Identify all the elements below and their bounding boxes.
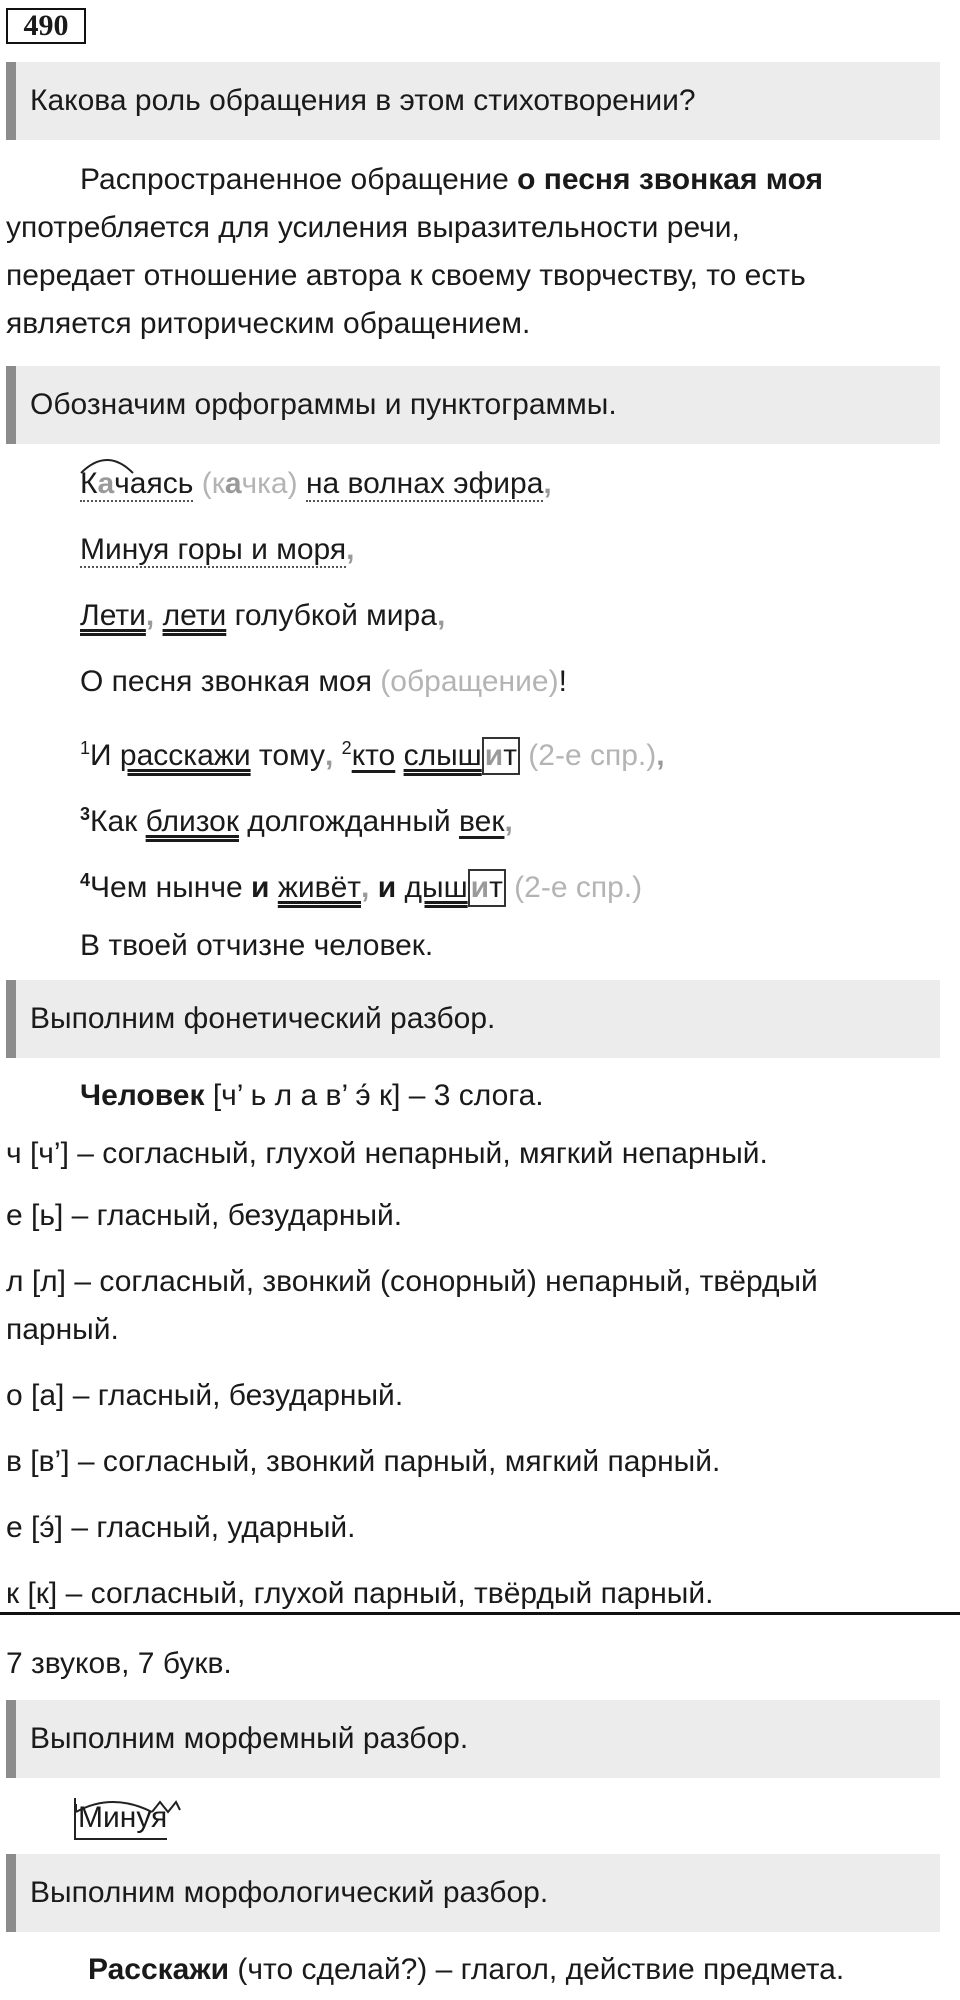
- phonetic-row-2: е [ь] – гласный, безударный.: [6, 1199, 403, 1232]
- divider: [0, 1612, 960, 1615]
- phonetic-row-4: о [а] – гласный, безударный.: [6, 1379, 404, 1412]
- poem-line-8: В твоей отчизне человек.: [80, 929, 434, 962]
- phonetic-row-5: в [в’] – согласный, звонкий парный, мягкий парный.: [6, 1445, 721, 1478]
- phonetic-row-7: к [к] – согласный, глухой парный, твёрдый парный.: [6, 1577, 714, 1610]
- section-heading-phonetic: Выполним фонетический разбор.: [6, 980, 940, 1058]
- phonetic-row-3a: л [л] – согласный, звонкий (сонорный) непарный, твёрдый: [6, 1265, 818, 1298]
- phonetic-title: Человек [ч’ ь л а в’ э́ к] – 3 слога.: [80, 1079, 544, 1112]
- section-heading-morphological: Выполним морфологический разбор.: [6, 1854, 940, 1932]
- phonetic-summary: 7 звуков, 7 букв.: [6, 1647, 232, 1680]
- section-heading-role: Какова роль обращения в этом стихотворении?: [6, 62, 940, 140]
- poem-line-2: Минуя горы и моря,: [80, 533, 355, 566]
- gerund-word: Качаясь: [80, 467, 194, 500]
- morpheme-word: Минуя: [74, 1798, 167, 1840]
- answer-line-1: Распространенное обращение о песня звонкая моя: [80, 163, 824, 196]
- poem-line-3: Лети, лети голубкой мира,: [80, 599, 446, 632]
- phonetic-row-6: е [э́] – гласный, ударный.: [6, 1511, 356, 1544]
- ending-box: ит: [482, 737, 520, 775]
- morphological-line: Расскажи (что сделай?) – глагол, действие предмета.: [88, 1953, 845, 1986]
- section-heading-morphemic: Выполним морфемный разбор.: [6, 1700, 940, 1778]
- address-phrase: о песня звонкая моя: [517, 163, 824, 196]
- phonetic-row-1: ч [ч’] – согласный, глухой непарный, мягкий непарный.: [6, 1137, 768, 1170]
- section-heading-orthograms: Обозначим орфограммы и пунктограммы.: [6, 366, 940, 444]
- verb-slyshit: слыш ит: [404, 739, 520, 772]
- poem-line-1: Качаясь (качка) на волнах эфира,: [80, 467, 552, 500]
- phonetic-row-3b: парный.: [6, 1313, 119, 1346]
- poem-line-6: $^3$Как близок долгожданный век,: [80, 804, 513, 838]
- poem-line-5: $^1$И расскажи тому, $^2$кто слыш ит (2-е спр.),: [80, 724, 665, 780]
- ending-box: ит: [468, 869, 506, 907]
- answer-line-4: является риторическим обращением.: [6, 307, 531, 340]
- answer-line-2: употребляется для усиления выразительности речи,: [6, 211, 740, 244]
- task-number: 490: [6, 8, 86, 44]
- answer-line-3: передает отношение автора к своему творчеству, то есть: [6, 259, 806, 292]
- verb-dyshit: дыш ит: [405, 871, 506, 904]
- poem-line-4: О песня звонкая моя (обращение)!: [80, 665, 567, 698]
- check-word: (качка): [193, 467, 298, 500]
- poem-line-7: $^4$Чем нынче и живёт, и дыш ит (2-е спр.): [80, 856, 642, 912]
